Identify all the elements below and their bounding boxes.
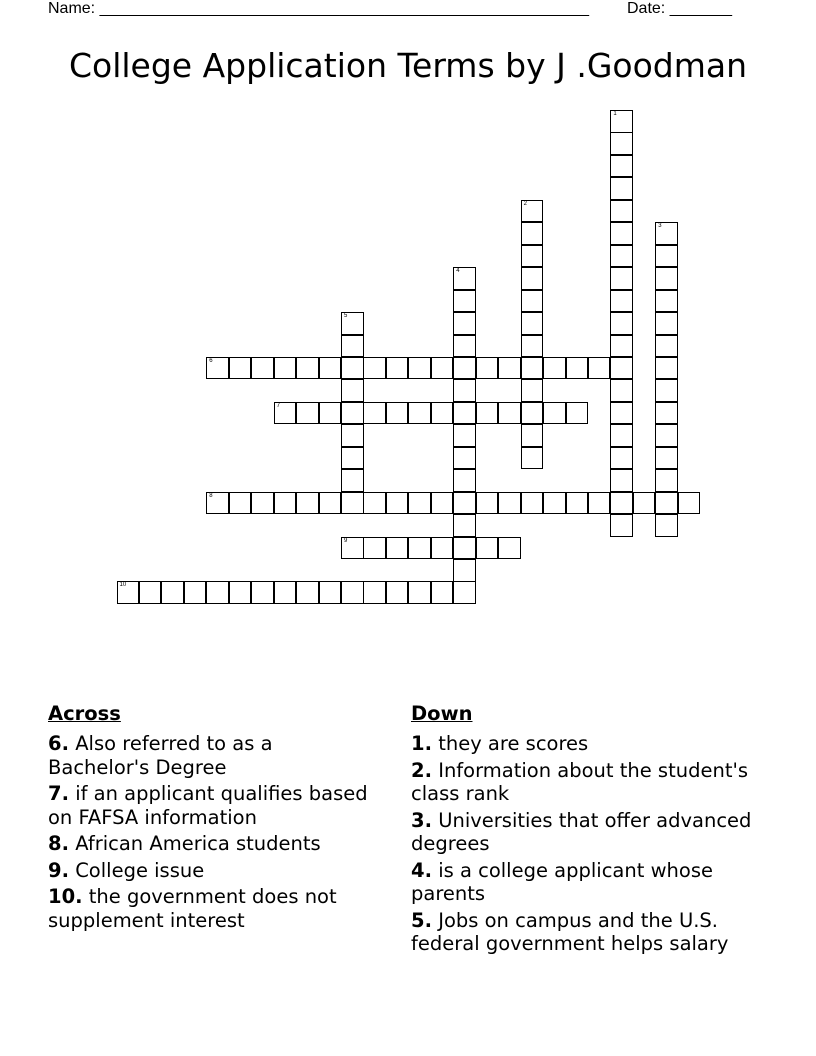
grid-cell-start-3[interactable]	[655, 222, 678, 245]
grid-cell[interactable]	[453, 492, 476, 515]
grid-cell[interactable]	[655, 492, 678, 515]
grid-cell[interactable]	[431, 581, 454, 604]
clue-number-label: 5	[344, 313, 348, 320]
grid-cell[interactable]	[610, 177, 633, 200]
grid-cell[interactable]	[453, 447, 476, 470]
grid-cell[interactable]	[610, 312, 633, 335]
grid-cell[interactable]	[274, 357, 297, 380]
grid-cell[interactable]	[431, 402, 454, 425]
name-field-label: Name: _______________________________________________________	[48, 0, 589, 17]
clue-down-3	[411, 809, 771, 856]
grid-cell-start-8[interactable]	[206, 492, 229, 515]
clue-text: Information about the student's class rank	[411, 758, 748, 805]
grid-cell[interactable]	[341, 335, 364, 358]
grid-cell[interactable]	[566, 492, 589, 515]
grid-cell[interactable]	[431, 492, 454, 515]
grid-cell[interactable]	[521, 335, 544, 358]
grid-cell[interactable]	[363, 357, 386, 380]
grid-cell[interactable]	[655, 290, 678, 313]
grid-cell[interactable]	[431, 537, 454, 560]
grid-cell[interactable]	[521, 245, 544, 268]
grid-cell[interactable]	[319, 357, 342, 380]
grid-cell[interactable]	[655, 424, 678, 447]
grid-cell[interactable]	[476, 492, 499, 515]
grid-cell[interactable]	[296, 492, 319, 515]
grid-cell[interactable]	[229, 357, 252, 380]
grid-cell[interactable]	[296, 581, 319, 604]
clue-text: they are scores	[438, 732, 589, 755]
clue-number-label: 3	[658, 223, 662, 230]
grid-cell[interactable]	[588, 357, 611, 380]
grid-cell[interactable]	[363, 402, 386, 425]
clue-across-7	[48, 782, 378, 829]
grid-cell[interactable]	[363, 581, 386, 604]
grid-cell[interactable]	[453, 290, 476, 313]
grid-cell[interactable]	[498, 492, 521, 515]
grid-cell-start-6[interactable]	[206, 357, 229, 380]
grid-cell[interactable]	[655, 447, 678, 470]
clue-number: 2.	[411, 758, 432, 782]
grid-cell[interactable]	[363, 537, 386, 560]
clue-down-1	[411, 732, 771, 756]
grid-cell[interactable]	[341, 492, 364, 515]
grid-cell[interactable]	[476, 537, 499, 560]
grid-cell[interactable]	[453, 537, 476, 560]
grid-cell[interactable]	[319, 402, 342, 425]
grid-cell[interactable]	[453, 514, 476, 537]
grid-cell[interactable]	[453, 379, 476, 402]
grid-cell[interactable]	[184, 581, 207, 604]
clue-number-label: 2	[523, 200, 527, 207]
grid-cell[interactable]	[386, 581, 409, 604]
grid-cell[interactable]	[341, 447, 364, 470]
grid-cell[interactable]	[610, 335, 633, 358]
clue-text: is a college applicant whose parents	[411, 858, 713, 905]
grid-cell[interactable]	[341, 379, 364, 402]
grid-cell[interactable]	[521, 267, 544, 290]
clue-across-6	[48, 732, 378, 779]
grid-cell[interactable]	[453, 312, 476, 335]
across-heading: Across	[48, 702, 121, 725]
grid-cell-start-5[interactable]	[341, 312, 364, 335]
grid-cell[interactable]	[341, 357, 364, 380]
grid-cell[interactable]	[610, 267, 633, 290]
grid-cell[interactable]	[521, 424, 544, 447]
clue-number-label: 1	[613, 111, 617, 117]
grid-cell[interactable]	[610, 222, 633, 245]
clue-across-9	[48, 859, 378, 883]
grid-cell[interactable]	[161, 581, 184, 604]
grid-cell[interactable]	[476, 357, 499, 380]
grid-cell[interactable]	[498, 537, 521, 560]
clue-number: 3.	[411, 808, 432, 832]
grid-cell[interactable]	[408, 492, 431, 515]
grid-cell[interactable]	[610, 492, 633, 515]
clue-text: Jobs on campus and the U.S. federal government helps salary	[411, 908, 729, 955]
down-heading: Down	[411, 702, 473, 725]
grid-cell[interactable]	[408, 537, 431, 560]
down-clues	[411, 702, 771, 959]
clue-text: Universities that offer advanced degrees	[411, 808, 752, 855]
grid-cell[interactable]	[229, 581, 252, 604]
grid-cell[interactable]	[633, 492, 656, 515]
clue-number-label: 6	[209, 357, 213, 364]
clue-down-4	[411, 859, 771, 906]
grid-cell[interactable]	[610, 447, 633, 470]
grid-cell[interactable]	[521, 402, 544, 425]
grid-cell[interactable]	[610, 379, 633, 402]
clue-number: 1.	[411, 732, 432, 755]
grid-cell[interactable]	[610, 290, 633, 313]
clue-number-label: 4	[456, 268, 460, 275]
grid-cell[interactable]	[296, 357, 319, 380]
grid-cell[interactable]	[229, 492, 252, 515]
grid-cell[interactable]	[543, 492, 566, 515]
grid-cell[interactable]	[139, 581, 162, 604]
grid-cell[interactable]	[341, 581, 364, 604]
clue-number: 10.	[48, 885, 83, 908]
grid-cell[interactable]	[386, 537, 409, 560]
grid-cell[interactable]	[655, 469, 678, 492]
across-clues	[48, 702, 378, 935]
grid-cell[interactable]	[610, 132, 633, 155]
grid-cell[interactable]	[610, 424, 633, 447]
grid-cell[interactable]	[521, 447, 544, 470]
clue-across-8	[48, 832, 378, 856]
clue-down-5	[411, 909, 771, 956]
grid-cell-start-10[interactable]	[117, 581, 140, 604]
grid-cell[interactable]	[588, 492, 611, 515]
grid-cell[interactable]	[408, 357, 431, 380]
grid-cell[interactable]	[363, 492, 386, 515]
grid-cell[interactable]	[453, 335, 476, 358]
grid-cell[interactable]	[341, 424, 364, 447]
clue-text: College issue	[75, 858, 205, 882]
grid-cell[interactable]	[655, 357, 678, 380]
grid-cell[interactable]	[521, 357, 544, 380]
grid-cell[interactable]	[610, 200, 633, 223]
grid-cell[interactable]	[521, 312, 544, 335]
clue-number-label: 9	[344, 537, 348, 544]
grid-cell[interactable]	[274, 581, 297, 604]
clue-text: African America students	[75, 832, 321, 855]
grid-cell[interactable]	[655, 514, 678, 537]
grid-cell[interactable]	[408, 581, 431, 604]
grid-cell[interactable]	[386, 357, 409, 380]
grid-cell[interactable]	[655, 402, 678, 425]
grid-cell-start-9[interactable]	[341, 537, 364, 560]
grid-cell[interactable]	[655, 267, 678, 290]
grid-cell[interactable]	[453, 357, 476, 380]
grid-cell[interactable]	[610, 514, 633, 537]
grid-cell[interactable]	[543, 402, 566, 425]
grid-cell[interactable]	[655, 379, 678, 402]
clue-number: 5.	[411, 908, 432, 932]
clue-number: 4.	[411, 858, 432, 882]
grid-cell[interactable]	[521, 379, 544, 402]
grid-cell[interactable]	[319, 492, 342, 515]
grid-cell[interactable]	[453, 469, 476, 492]
grid-cell[interactable]	[319, 581, 342, 604]
clue-across-10	[48, 885, 378, 932]
grid-cell-start-7[interactable]	[274, 402, 297, 425]
grid-cell[interactable]	[543, 357, 566, 380]
grid-cell[interactable]	[386, 402, 409, 425]
grid-cell[interactable]	[678, 492, 701, 515]
grid-cell[interactable]	[655, 312, 678, 335]
clue-number: 8.	[48, 832, 69, 855]
page-title: College Application Terms by J .Goodman	[68, 46, 747, 85]
date-field-label: Date: _______	[627, 0, 732, 17]
grid-cell[interactable]	[521, 222, 544, 245]
grid-cell-start-1[interactable]	[610, 110, 633, 133]
grid-cell[interactable]	[274, 492, 297, 515]
clue-number: 7.	[48, 782, 69, 805]
clue-number-label: 7	[276, 402, 280, 409]
grid-cell[interactable]	[386, 492, 409, 515]
grid-cell[interactable]	[431, 357, 454, 380]
grid-cell[interactable]	[408, 402, 431, 425]
grid-cell[interactable]	[296, 402, 319, 425]
clue-text: the government does not supplement interest	[48, 885, 337, 932]
clue-text: if an applicant qualifies based on FAFSA information	[48, 782, 368, 829]
grid-cell[interactable]	[655, 335, 678, 358]
grid-cell[interactable]	[610, 245, 633, 268]
grid-cell[interactable]	[521, 290, 544, 313]
grid-cell[interactable]	[341, 402, 364, 425]
grid-cell[interactable]	[610, 155, 633, 178]
grid-cell[interactable]	[566, 357, 589, 380]
grid-cell[interactable]	[341, 469, 364, 492]
grid-cell[interactable]	[610, 357, 633, 380]
grid-cell[interactable]	[610, 402, 633, 425]
clue-number: 9.	[48, 858, 69, 882]
grid-cell[interactable]	[251, 357, 274, 380]
grid-cell[interactable]	[521, 492, 544, 515]
clue-text: Also referred to as a Bachelor's Degree	[48, 732, 273, 779]
grid-cell[interactable]	[453, 581, 476, 604]
grid-cell[interactable]	[476, 402, 499, 425]
grid-cell[interactable]	[206, 581, 229, 604]
grid-cell[interactable]	[498, 402, 521, 425]
clue-number-label: 8	[209, 492, 213, 499]
grid-cell[interactable]	[655, 245, 678, 268]
grid-cell-start-2[interactable]	[521, 200, 544, 223]
clue-down-2	[411, 759, 771, 806]
grid-cell[interactable]	[566, 402, 589, 425]
clue-number-label: 10	[119, 582, 127, 589]
grid-cell[interactable]	[610, 469, 633, 492]
clue-number: 6.	[48, 732, 69, 755]
grid-cell[interactable]	[251, 492, 274, 515]
grid-cell[interactable]	[498, 357, 521, 380]
grid-cell[interactable]	[453, 424, 476, 447]
grid-cell[interactable]	[251, 581, 274, 604]
grid-cell-start-4[interactable]	[453, 267, 476, 290]
grid-cell[interactable]	[453, 402, 476, 425]
grid-cell[interactable]	[453, 559, 476, 582]
